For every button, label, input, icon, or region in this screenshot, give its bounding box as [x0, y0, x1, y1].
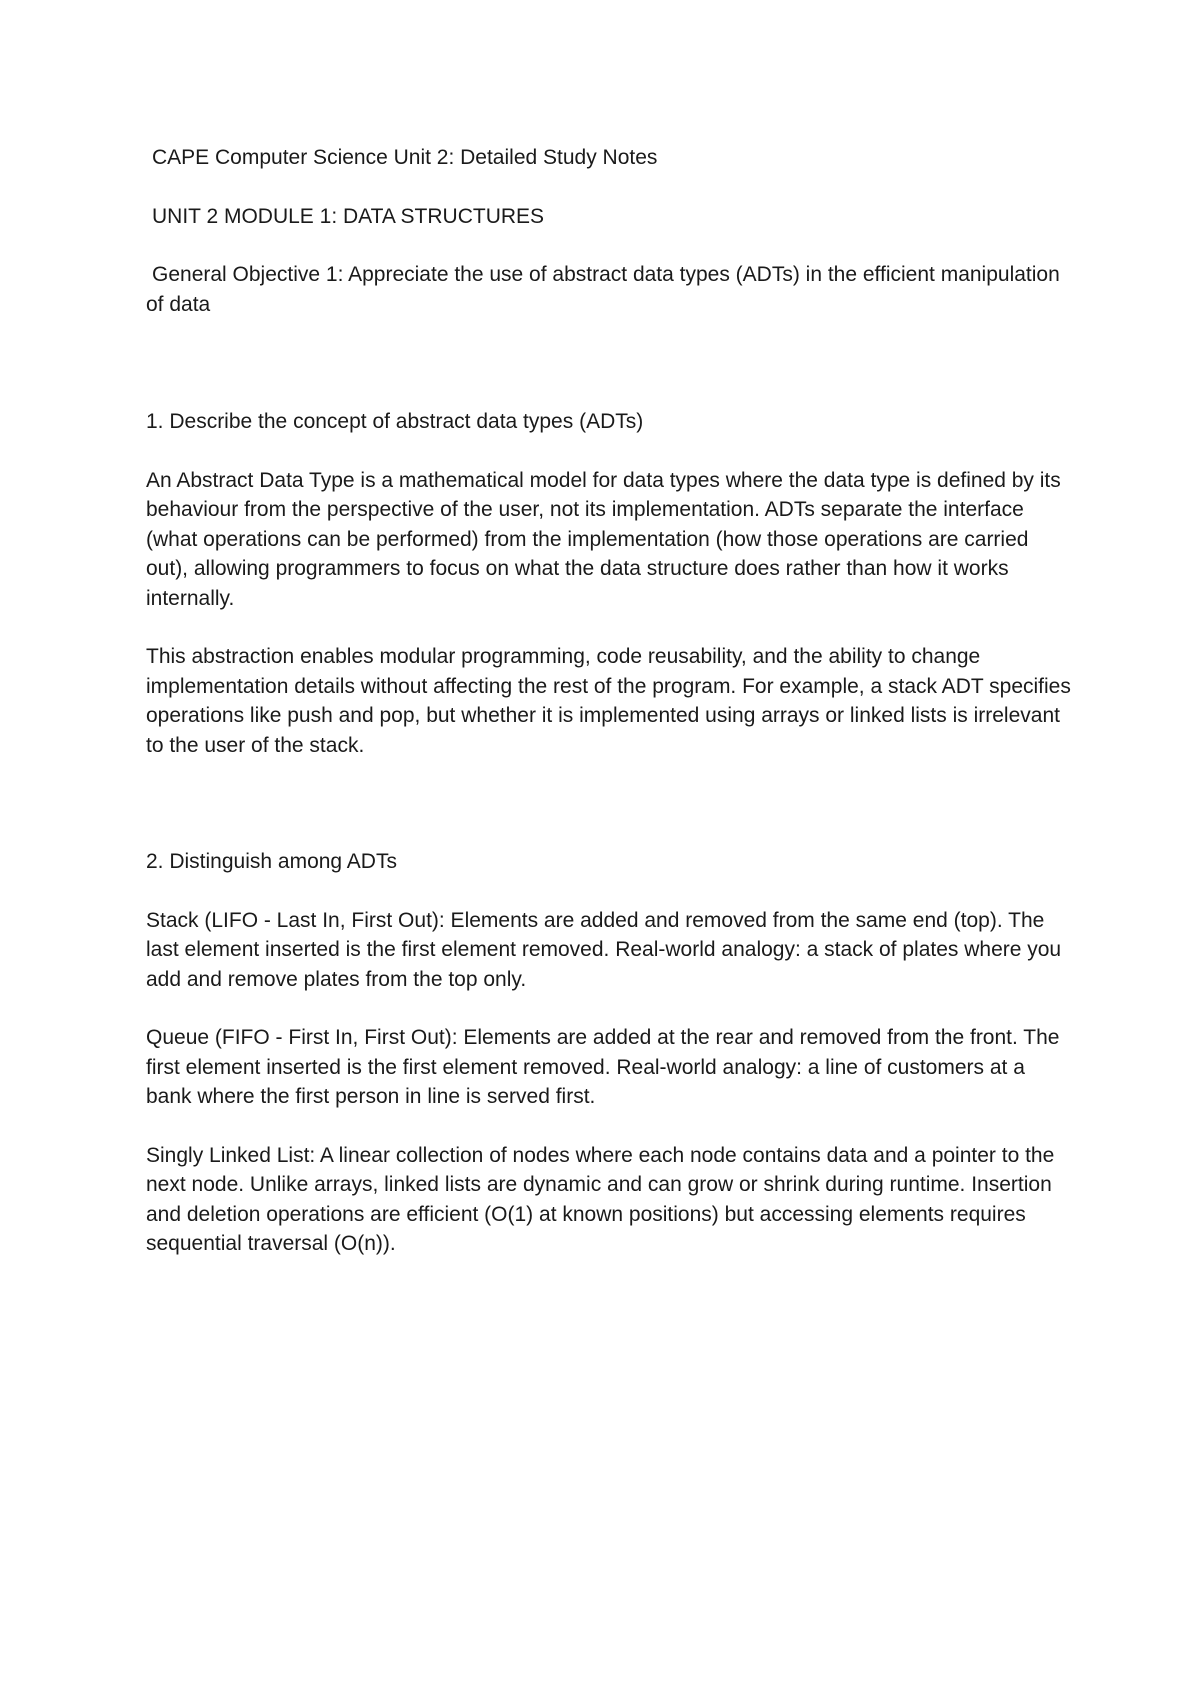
document-title: CAPE Computer Science Unit 2: Detailed Study Notes — [152, 146, 658, 169]
spacer — [146, 319, 1076, 407]
spacer — [146, 231, 1076, 260]
section-2-paragraph-stack: Stack (LIFO - Last In, First Out): Elements are added and removed from the same end (top). The last element inserted is the first element removed. Real-world analogy: a stack of plates where you add and remove plates from the top only. — [146, 908, 1062, 991]
section-2-paragraph-queue: Queue (FIFO - First In, First Out): Elements are added at the rear and removed from the front. The first element inserted is the first element removed. Real-world analogy: a line of customers at a bank where the first person in line is served first. — [146, 1026, 1060, 1108]
section-2-heading: 2. Distinguish among ADTs — [146, 850, 397, 873]
spacer — [146, 760, 1076, 847]
general-objective — [146, 260, 1076, 319]
document-body — [146, 143, 1076, 1259]
section-1-paragraph-1: An Abstract Data Type is a mathematical model for data types where the data type is defined by its behaviour from the perspective of the user, not its implementation. ADTs separate the interface (what operations can be performed) from the implementation (how those operations are carried out), allowing programmers to focus on what the data structure does rather than how it works internally. — [146, 468, 1061, 610]
section-2-paragraph-linked-list: Singly Linked List: A linear collection of nodes where each node contains data and a pointer to the next node. Unlike arrays, linked lists are dynamic and can grow or shrink during runtime. Insertion and deletion operations are efficient (O(1) at known positions) but accessing elements requires sequential traversal (O(n)). — [146, 1143, 1055, 1255]
spacer — [146, 173, 1076, 202]
spacer — [146, 1112, 1076, 1141]
section-1-heading: 1. Describe the concept of abstract data types (ADTs) — [146, 410, 644, 433]
general-objective-text: General Objective 1: Appreciate the use of abstract data types (ADTs) in the efficient manipulation of data — [146, 263, 1060, 316]
spacer — [146, 437, 1076, 466]
section-1-paragraph-2: This abstraction enables modular programming, code reusability, and the ability to change implementation details without affecting the rest of the program. For example, a stack ADT specifies operations like push and pop, but whether it is implemented using arrays or linked lists is irrelevant to the user of the stack. — [146, 645, 1071, 757]
spacer — [146, 613, 1076, 642]
spacer — [146, 994, 1076, 1023]
spacer — [146, 877, 1076, 906]
module-heading: UNIT 2 MODULE 1: DATA STRUCTURES — [152, 204, 545, 228]
